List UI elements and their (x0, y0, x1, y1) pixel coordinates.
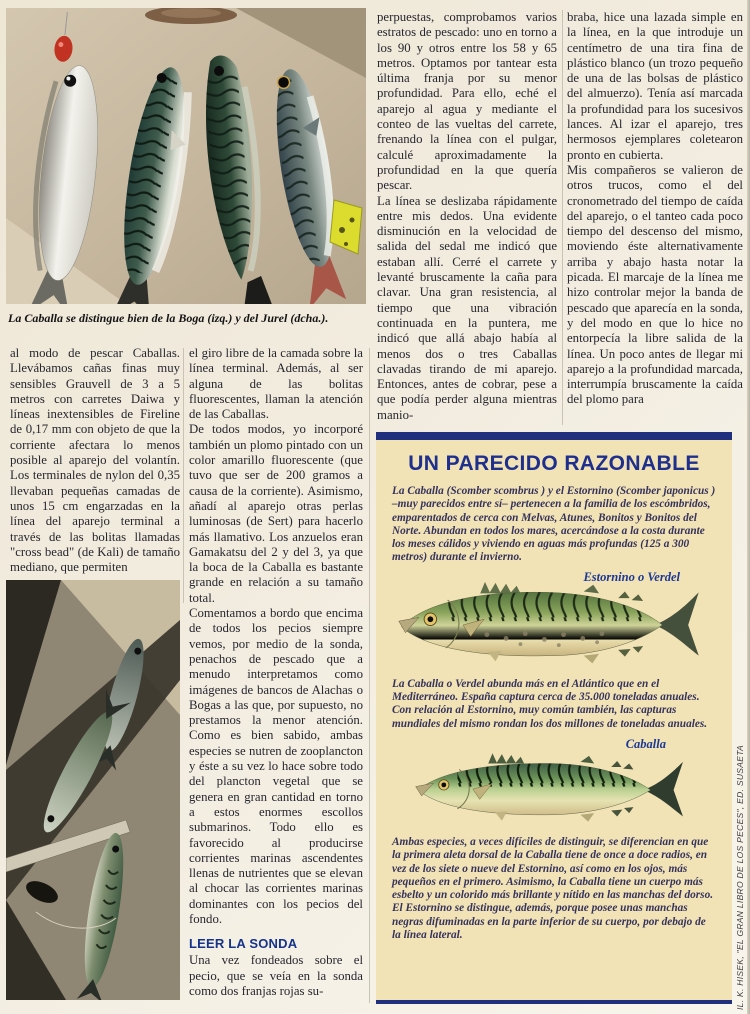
paragraph: Mis compañeros se valieron de otros trucos, como el del cronometrado del tiempo de caída del aparejo, o el tanteo cada poco tiempo del descenso del mismo, moviendo éste alternativamente arriba y abajo hasta notar la picada. El marcaje de la línea me hizo controlar mejor la banda de pescado que aparecía en la sonda, y del modo en que lo hice no entorpecía la libre salida de la línea. Un poco antes de llegar mi aparejo a la profundidad marcada, interrumpía bruscamente la caída del plomo para (567, 162, 743, 407)
section-heading-leer-la-sonda: LEER LA SONDA (189, 936, 298, 952)
paragraph: Comentamos a bordo que encima de todos los pecios siempre vemos, por medio de la sonda, penachos de pescado que a menudo interpretamos como imágenes de bancos de Alachas o Bogas a las que, por supuesto, no prestamos la menor atención. Como es bien sabido, ambas especies se nutren de zooplancton y éste a su vez lo hace sobre todo del plancton vegetal que se genera en gran cantidad en torno a estos enormes escollos submarinos. Todo ello es favorecido al producirse corrientes marinas ascendentes llenas de nutrientes que se elevan al chocar las corrientes marinas dominantes con los pecios del fondo. (189, 606, 363, 926)
caballa-illustration (392, 749, 716, 831)
paragraph: perpuestas, comprobamos varios estratos de pescado: uno en torno a los 90 y otros entre los 58 y 65 metros. Optamos por tantear esta última franja por su menor profundidad. Para ello, eché el aparejo al agua y mediante el conteo de las vueltas del carrete, frenando la línea con el pulgar, calculé aproximadamente la profundidad en la que quería pescar. (377, 10, 557, 193)
sidebar-box-parecido-razonable (376, 432, 732, 1004)
photo-caption: La Caballa se distingue bien de la Boga (izq.) y del Jurel (dcha.). (8, 311, 329, 325)
column-divider (369, 348, 370, 1003)
estornino-figure (392, 570, 716, 674)
column-divider (183, 348, 184, 603)
column-divider (562, 10, 563, 425)
photo-deck-illustration (6, 580, 180, 1000)
caballa-label: Caballa (625, 736, 666, 751)
caballa-figure (392, 736, 716, 832)
photo-mackerels-on-table (6, 8, 366, 304)
sidebar-title: UN PARECIDO RAZONABLE (408, 452, 700, 475)
sidebar-paragraph: Ambas especies, a veces difíciles de distinguir, se diferencian en que la primera aleta dorsal de la Caballa tiene de once a doce radios, en vez de los siete o nueve del Estornino, así como en los ojos, más pequeños en el primero. Asimismo, la Caballa tiene un cuerpo más esbelto y un colorido más brillante y nítido en las manchas del dorso. El Estornino se distingue, además, porque posee unas manchas negras difuminadas en la parte inferior de su cuerpo, por debajo de la línea lateral. (392, 835, 714, 942)
paragraph: De todos modos, yo incorporé también un plomo pintado con un color amarillo fluorescente (que tuvo que ser de 200 gramos a causa de la corriente). Asimismo, añadí al aparejo otras perlas luminosas (de Sert) para hacerlo más llamativo. Los anzuelos eran Gamakatsu del 2 y del 3, ya que la boca de la Caballa es bastante grande en relación a su tamaño total. (189, 422, 363, 605)
paragraph: Una vez fondeados sobre el pecio, que se veía en la sonda como dos franjas rojas su- (189, 953, 363, 998)
illustration-credit: IL. K. HISEK, "EL GRAN LIBRO DE LOS PECES", ED. SUSAETA (735, 744, 745, 1010)
column-1 (10, 346, 180, 575)
column-2 (189, 346, 363, 999)
paragraph: braba, hice una lazada simple en la línea, en la que introduje un centímetro de una tira fina de plástico blanco (un trozo pequeño de una de las bolsas de plástico del almuerzo). Tenía así marcada la profundidad para los sucesivos lances. Al izar el aparejo, tres hermosos ejemplares coletearon pronto en cubierta. (567, 10, 743, 162)
estornino-label: Estornino o Verdel (583, 569, 680, 584)
paragraph: La línea se deslizaba rápidamente entre mis dedos. Una evidente disminución en la velocidad de salida del sedal me indicó que estaban allí. Cerré el carrete y levanté bruscamente la caña para clavar. Una gran resistencia, al tiempo que una vibración continuada en la puntera, me indicó que allá abajo había al menos dos o tres Caballas clavadas tirando de mi aparejo. Entonces, antes de cobrar, pese a que podía perder alguna mientras manio- (377, 193, 557, 422)
photo-fish-on-deck (6, 580, 180, 1000)
estornino-illustration (392, 579, 716, 671)
sidebar-paragraph: La Caballa o Verdel abunda más en el Atlántico que en el Mediterráneo. España captura cerca de 35.000 toneladas anuales. Con relación al Estornino, muy común también, las capturas mundiales del mismo rondan los dos millones de toneladas anuales. (392, 677, 708, 730)
column-4 (567, 10, 743, 408)
paragraph: al modo de pescar Caballas. Llevábamos cañas finas muy sensibles Grauvell de 3 a 5 metros con carretes Daiwa y líneas inextensibles de Fireline de 0,17 mm con objeto de que la corriente afectara lo menos posible al aparejo del volantín. Los terminales de nylon del 0,35 llevaban pequeñas camadas de unos 15 cm engarzadas en la línea del aparejo terminal a través de las bolitas llamadas "cross bead" (de Kali) de tamaño mediano, que permiten (10, 346, 180, 575)
photo-mackerels-illustration (6, 8, 366, 304)
column-3 (377, 10, 557, 423)
sidebar-paragraph: La Caballa (Scomber scombrus ) y el Estornino (Scomber japonicus ) –muy parecidos entre sí– pertenecen a la familia de los escómbridos, emparentados de cerca con Melvas, Atunes, Bonitos y Bonitos del Norte. Abundan en todos los mares, acercándose a la costa durante los meses cálidos y viviendo en aguas más profundas (125 a 300 metros) durante el invierno. (392, 485, 716, 564)
paragraph: el giro libre de la camada sobre la línea terminal. Además, al ser alguna de las bolitas fluorescentes, llaman la atención de las Caballas. (189, 346, 363, 422)
